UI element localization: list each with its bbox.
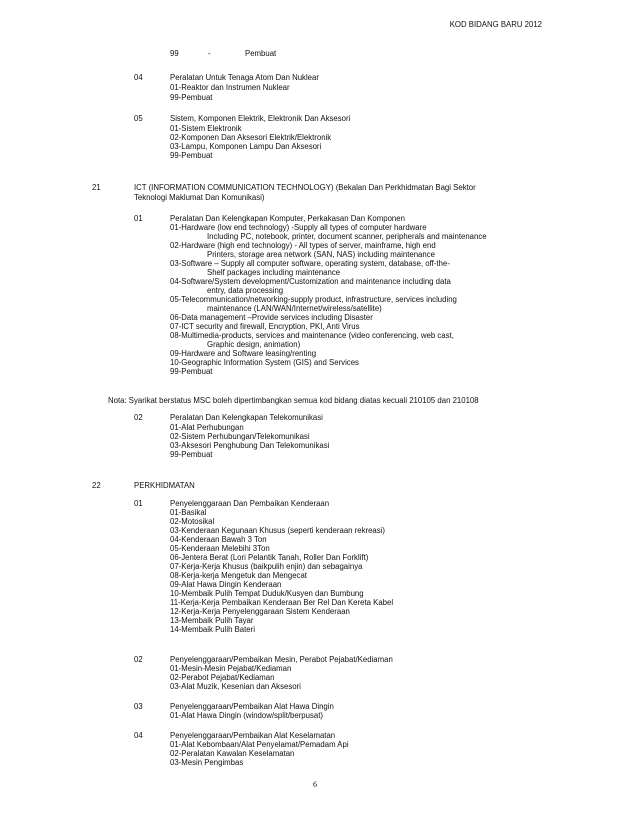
section-21-title-cont: Teknologi Maklumat Dan Komunikasi) <box>134 193 265 202</box>
list-item: 12-Kerja-Kerja Penyelenggaraan Sistem Kenderaan <box>170 607 350 616</box>
list-item: 02-Peralatan Kawalan Keselamatan <box>170 749 295 758</box>
list-item: 01-Sistem Elektronik <box>170 124 242 133</box>
list-item: 08-Multimedia-products, services and maintenance (video conferencing, web cast, <box>170 331 454 340</box>
subsection-2101-number: 01 <box>134 214 143 223</box>
section-05-title: Sistem, Komponen Elektrik, Elektronik Dan Aksesori <box>170 114 351 123</box>
list-item: 03-Kenderaan Kegunaan Khusus (seperti kenderaan rekreasi) <box>170 526 385 535</box>
list-item: 11-Kerja-Kerja Pembaikan Kenderaan Ber Rel Dan Kereta Kabel <box>170 598 394 607</box>
list-item-continuation: entry, data processing <box>207 286 284 295</box>
list-item: 06-Jentera Berat (Lori Pelantik Tanah, Roller Dan Forklift) <box>170 553 369 562</box>
list-item: 03-Software – Supply all computer software, operating system, database, off-the- <box>170 259 450 268</box>
list-item: 01-Alat Perhubungan <box>170 423 244 432</box>
section-05-number: 05 <box>134 114 143 123</box>
list-item: 01-Hardware (low end technology) -Supply all types of computer hardware <box>170 223 427 232</box>
list-item: 99-Pembuat <box>170 151 213 160</box>
list-item: 01-Basikal <box>170 508 207 517</box>
list-item: 03-Mesin Pengimbas <box>170 758 244 767</box>
subsection-2102-title: Peralatan Dan Kelengkapan Telekomunikasi <box>170 413 323 422</box>
page-number: 6 <box>313 780 317 789</box>
subsection-2102-number: 02 <box>134 413 143 422</box>
section-21-title: ICT (INFORMATION COMMUNICATION TECHNOLOGY) (Bekalan Dan Perkhidmatan Bagi Sektor <box>134 183 476 192</box>
list-item: 01-Mesin-Mesin Pejabat/Kediaman <box>170 664 292 673</box>
list-item: 14-Membaik Pulih Bateri <box>170 625 255 634</box>
list-item-continuation: Graphic design, animation) <box>207 340 301 349</box>
list-item: 06-Data management –Provide services including Disaster <box>170 313 373 322</box>
list-item: 13-Membaik Pulih Tayar <box>170 616 254 625</box>
list-item: 99-Pembuat <box>170 93 213 102</box>
list-item: 08-Kerja-kerja Mengetuk dan Mengecat <box>170 571 307 580</box>
list-item: 02-Komponen Dan Aksesori Elektrik/Elektronik <box>170 133 332 142</box>
section-21-number: 21 <box>92 183 101 192</box>
document-header: KOD BIDANG BARU 2012 <box>449 20 542 29</box>
list-item: 03-Aksesori Penghubung Dan Telekomunikasi <box>170 441 330 450</box>
section-04-number: 04 <box>134 73 143 82</box>
list-item: 01-Alat Hawa Dingin (window/split/berpusat) <box>170 711 323 720</box>
list-item: 07-Kerja-Kerja Khusus (baikpulih enjin) dan sebagainya <box>170 562 363 571</box>
list-item: 09-Hardware and Software leasing/renting <box>170 349 317 358</box>
list-item: 02-Sistem Perhubungan/Telekomunikasi <box>170 432 310 441</box>
list-item-continuation: Printers, storage area network (SAN, NAS) including maintenance <box>207 250 435 259</box>
list-item-continuation: Shelf packages including maintenance <box>207 268 341 277</box>
list-item: 10-Geographic Information System (GIS) and Services <box>170 358 359 367</box>
list-item: 05-Telecommunication/networking-supply product, infrastructure, services including <box>170 295 457 304</box>
list-item: 04-Software/System development/Customization and maintenance including data <box>170 277 451 286</box>
subsection-2203-title: Penyelenggaraan/Pembaikan Alat Hawa Dingin <box>170 702 334 711</box>
subsection-2203-number: 03 <box>134 702 143 711</box>
subsection-2202-title: Penyelenggaraan/Pembaikan Mesin, Perabot Pejabat/Kediaman <box>170 655 393 664</box>
line-99-label: Pembuat <box>245 49 277 58</box>
list-item: 03-Lampu, Komponen Lampu Dan Aksesori <box>170 142 322 151</box>
msc-note: Nota: Syarikat berstatus MSC boleh dipertimbangkan semua kod bidang diatas kecuali 210105 dan 210108 <box>108 396 479 405</box>
list-item: 09-Alat Hawa Dingin Kenderaan <box>170 580 282 589</box>
list-item: 99-Pembuat <box>170 450 213 459</box>
list-item: 07-ICT security and firewall, Encryption, PKI, Anti Virus <box>170 322 360 331</box>
subsection-2201-number: 01 <box>134 499 143 508</box>
list-item-continuation: maintenance (LAN/WAN/Internet/wireless/satellite) <box>207 304 382 313</box>
line-99-dash: - <box>208 49 211 58</box>
list-item: 01-Reaktor dan Instrumen Nuklear <box>170 83 290 92</box>
subsection-2201-title: Penyelenggaraan Dan Pembaikan Kenderaan <box>170 499 330 508</box>
list-item: 02-Motosikal <box>170 517 215 526</box>
list-item: 10-Membaik Pulih Tempat Duduk/Kusyen dan Bumbung <box>170 589 364 598</box>
section-22-title: PERKHIDMATAN <box>134 481 195 490</box>
section-22-number: 22 <box>92 481 101 490</box>
list-item: 04-Kenderaan Bawah 3 Ton <box>170 535 267 544</box>
list-item: 99-Pembuat <box>170 367 213 376</box>
subsection-2202-number: 02 <box>134 655 143 664</box>
list-item: 02-Perabot Pejabat/Kediaman <box>170 673 275 682</box>
list-item: 02-Hardware (high end technology) - All types of server, mainframe, high end <box>170 241 436 250</box>
list-item: 03-Alat Muzik, Kesenian dan Aksesori <box>170 682 301 691</box>
list-item-continuation: Including PC, notebook, printer, document scanner, peripherals and maintenance <box>207 232 487 241</box>
subsection-2204-title: Penyelenggaraan/Pembaikan Alat Keselamatan <box>170 731 336 740</box>
subsection-2101-title: Peralatan Dan Kelengkapan Komputer, Perkakasan Dan Komponen <box>170 214 405 223</box>
subsection-2204-number: 04 <box>134 731 143 740</box>
section-04-title: Peralatan Untuk Tenaga Atom Dan Nuklear <box>170 73 319 82</box>
line-99-code: 99 <box>170 49 179 58</box>
list-item: 01-Alat Kebombaan/Alat Penyelamat/Pemadam Api <box>170 740 349 749</box>
list-item: 05-Kenderaan Melebihi 3Ton <box>170 544 270 553</box>
